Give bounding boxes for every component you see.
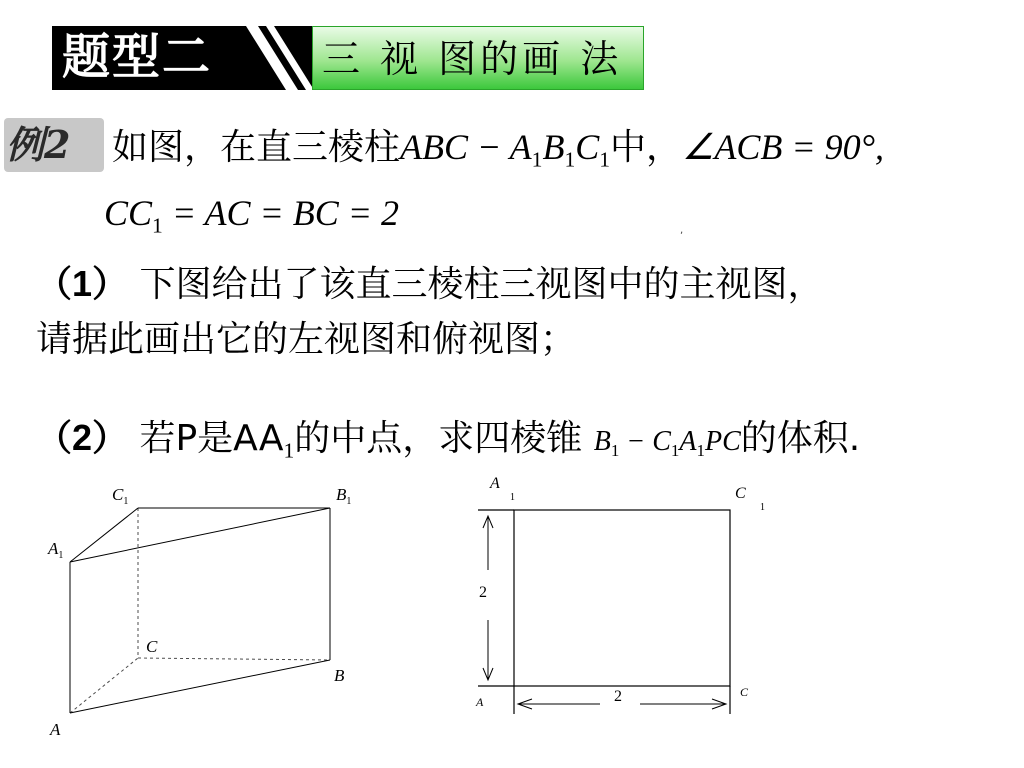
subscript: 1 xyxy=(610,440,620,460)
width-dimension xyxy=(518,699,726,709)
subscript: 1 xyxy=(564,147,576,172)
angle-condition: ∠ACB = 90°, xyxy=(682,127,885,167)
height-dimension-value: 2 xyxy=(479,584,487,601)
hidden-edge-c-b xyxy=(138,658,330,660)
edge-a-b xyxy=(70,660,330,713)
label-b1: $B_1$ xyxy=(336,485,352,507)
label-c1-sub: 1 xyxy=(760,502,765,513)
banner-slash-decoration xyxy=(236,26,316,90)
question-1-text-cont: 请据此画出它的左视图和俯视图； xyxy=(36,319,577,360)
label-a1-sub: 1 xyxy=(510,492,515,503)
question-1-text: 下图给出了该直三棱柱三视图中的主视图， xyxy=(128,264,824,305)
stray-mark: , xyxy=(680,225,684,236)
prism-figure xyxy=(0,470,420,768)
label-c1: $C_1$ xyxy=(112,485,129,507)
example-badge-label: 例2 xyxy=(6,122,71,167)
subscript: 1 xyxy=(152,213,163,238)
front-view-rectangle xyxy=(514,510,730,686)
question-1-number: （1） xyxy=(36,263,129,304)
pyramid-name: − C xyxy=(619,426,671,457)
label-b: B xyxy=(334,666,345,685)
problem-line-1 xyxy=(112,122,884,185)
question-2-line xyxy=(36,412,860,477)
edge-lengths: = AC = BC = 2 xyxy=(162,193,400,233)
label-a1: A xyxy=(490,475,500,492)
label-a: A xyxy=(476,695,484,709)
prism-name-a: ABC − A xyxy=(400,127,532,167)
problem-intro-text: 如图，在直三棱柱 xyxy=(112,127,401,168)
prism-name-c: C xyxy=(575,127,600,167)
label-c: C xyxy=(146,637,158,656)
pyramid-name: A xyxy=(679,426,697,457)
edge-cc: CC xyxy=(104,193,153,233)
prism-name-b: B xyxy=(542,127,565,167)
question-2-text-b: 的中点，求四棱锥 xyxy=(294,418,594,459)
label-a: A xyxy=(50,720,61,739)
edge-a1-b1 xyxy=(70,508,330,562)
subscript: 1 xyxy=(696,440,705,460)
width-dimension-value: 2 xyxy=(614,688,622,705)
section-subtitle: 三 视 图的画 法 xyxy=(322,37,623,81)
label-c1: C xyxy=(735,485,746,502)
hidden-edge-a-c xyxy=(70,658,138,713)
question-1-line-1 xyxy=(36,258,823,311)
problem-line-2 xyxy=(104,188,399,251)
question-1-line-2 xyxy=(36,314,576,366)
question-2-text-c: 的体积. xyxy=(740,418,861,459)
front-view-figure xyxy=(460,470,800,720)
edge-a1-c1 xyxy=(70,508,138,562)
subscript: 1 xyxy=(670,440,680,460)
subscript: 1 xyxy=(599,147,611,172)
section-title: 题型二 xyxy=(62,29,213,85)
problem-mid-text: 中， xyxy=(610,127,683,168)
label-c: C xyxy=(740,685,749,699)
question-2-text-a: 若P是AA xyxy=(128,418,284,459)
label-a1: $A_1$ xyxy=(48,539,64,561)
pyramid-name: PC xyxy=(705,426,741,457)
subscript: 1 xyxy=(531,147,543,172)
pyramid-name: B xyxy=(593,426,611,457)
question-2-number: （2） xyxy=(36,417,129,458)
subscript: 1 xyxy=(283,438,295,463)
